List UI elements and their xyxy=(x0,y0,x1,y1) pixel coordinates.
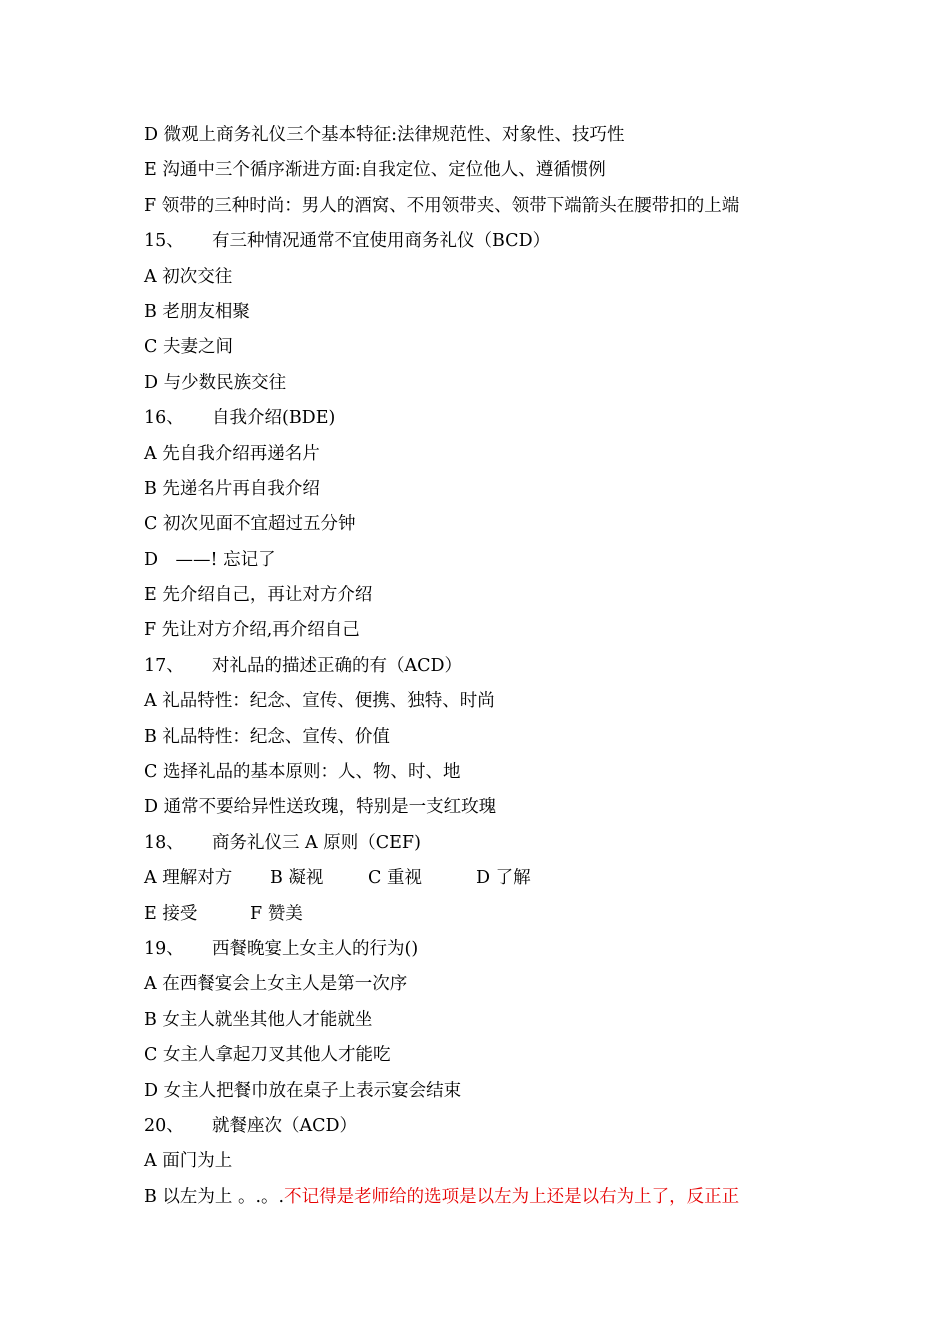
text-line: F 领带的三种时尚：男人的酒窝、不用领带夹、领带下端箭头在腰带扣的上端 xyxy=(144,195,740,216)
question-number: 18、 xyxy=(144,832,184,853)
question-number: 15、 xyxy=(144,231,184,252)
question-number: 17、 xyxy=(144,655,184,676)
option-line: B 先递名片再自我介绍 xyxy=(144,478,320,499)
document-body xyxy=(144,118,844,1215)
option-line: D 女主人把餐巾放在桌子上表示宴会结束 xyxy=(144,1080,462,1101)
option-line: B 女主人就坐其他人才能就坐 xyxy=(144,1009,373,1030)
question-number: 19、 xyxy=(144,938,184,959)
option-line-with-note xyxy=(144,1180,844,1215)
option-line: E 先介绍自己，再让对方介绍 xyxy=(144,585,373,606)
option-line: A 先自我介绍再递名片 xyxy=(144,443,320,464)
question-text: 就餐座次（ACD） xyxy=(212,1115,358,1136)
option-line: A 在西餐宴会上女主人是第一次序 xyxy=(144,974,408,995)
option-line: C 夫妻之间 xyxy=(144,337,233,358)
question-15 xyxy=(144,224,844,259)
question-20 xyxy=(144,1109,844,1144)
question-text: 有三种情况通常不宜使用商务礼仪（BCD） xyxy=(212,231,551,252)
option-line: C 选择礼品的基本原则：人、物、时、地 xyxy=(144,762,461,783)
question-17 xyxy=(144,649,844,684)
option-line: B 老朋友相聚 xyxy=(144,301,250,322)
question-16 xyxy=(144,401,844,436)
option-line: C 女主人拿起刀叉其他人才能吃 xyxy=(144,1045,391,1066)
text-line: D 微观上商务礼仪三个基本特征:法律规范性、对象性、技巧性 xyxy=(144,125,625,145)
question-number: 16、 xyxy=(144,408,184,429)
option-row xyxy=(144,861,844,896)
option-line: D ——! 忘记了 xyxy=(144,549,276,570)
red-annotation: 不记得是老师给的选项是以左为上还是以右为上了，反正正 xyxy=(284,1186,740,1207)
question-text: 自我介绍(BDE) xyxy=(212,408,336,429)
option-item: C 重视 xyxy=(368,868,422,889)
option-item: F 赞美 xyxy=(250,903,303,924)
question-text: 西餐晚宴上女主人的行为() xyxy=(212,938,419,959)
question-text: 商务礼仪三 A 原则（CEF) xyxy=(212,832,421,853)
option-item: B 凝视 xyxy=(270,868,324,889)
option-text: B 以左为上 。.。. xyxy=(144,1186,285,1207)
option-line: F 先让对方介绍,再介绍自己 xyxy=(144,620,360,641)
option-line: D 与少数民族交往 xyxy=(144,372,287,393)
option-line: A 面门为上 xyxy=(144,1151,233,1172)
option-item: A 理解对方 xyxy=(144,868,233,889)
text-line: E 沟通中三个循序渐进方面:自我定位、定位他人、遵循惯例 xyxy=(144,160,606,181)
question-text: 对礼品的描述正确的有（ACD） xyxy=(212,655,463,676)
option-line: D 通常不要给异性送玫瑰，特别是一支红玫瑰 xyxy=(144,797,497,818)
option-line: A 初次交往 xyxy=(144,266,233,287)
option-line: B 礼品特性：纪念、宣传、价值 xyxy=(144,726,390,747)
option-line: C 初次见面不宜超过五分钟 xyxy=(144,514,356,535)
option-row xyxy=(144,897,844,932)
option-item: D 了解 xyxy=(476,868,531,889)
question-number: 20、 xyxy=(144,1115,184,1136)
option-line: A 礼品特性：纪念、宣传、便携、独特、时尚 xyxy=(144,691,495,712)
option-item: E 接受 xyxy=(144,903,198,924)
question-19 xyxy=(144,932,844,967)
question-18 xyxy=(144,826,844,861)
